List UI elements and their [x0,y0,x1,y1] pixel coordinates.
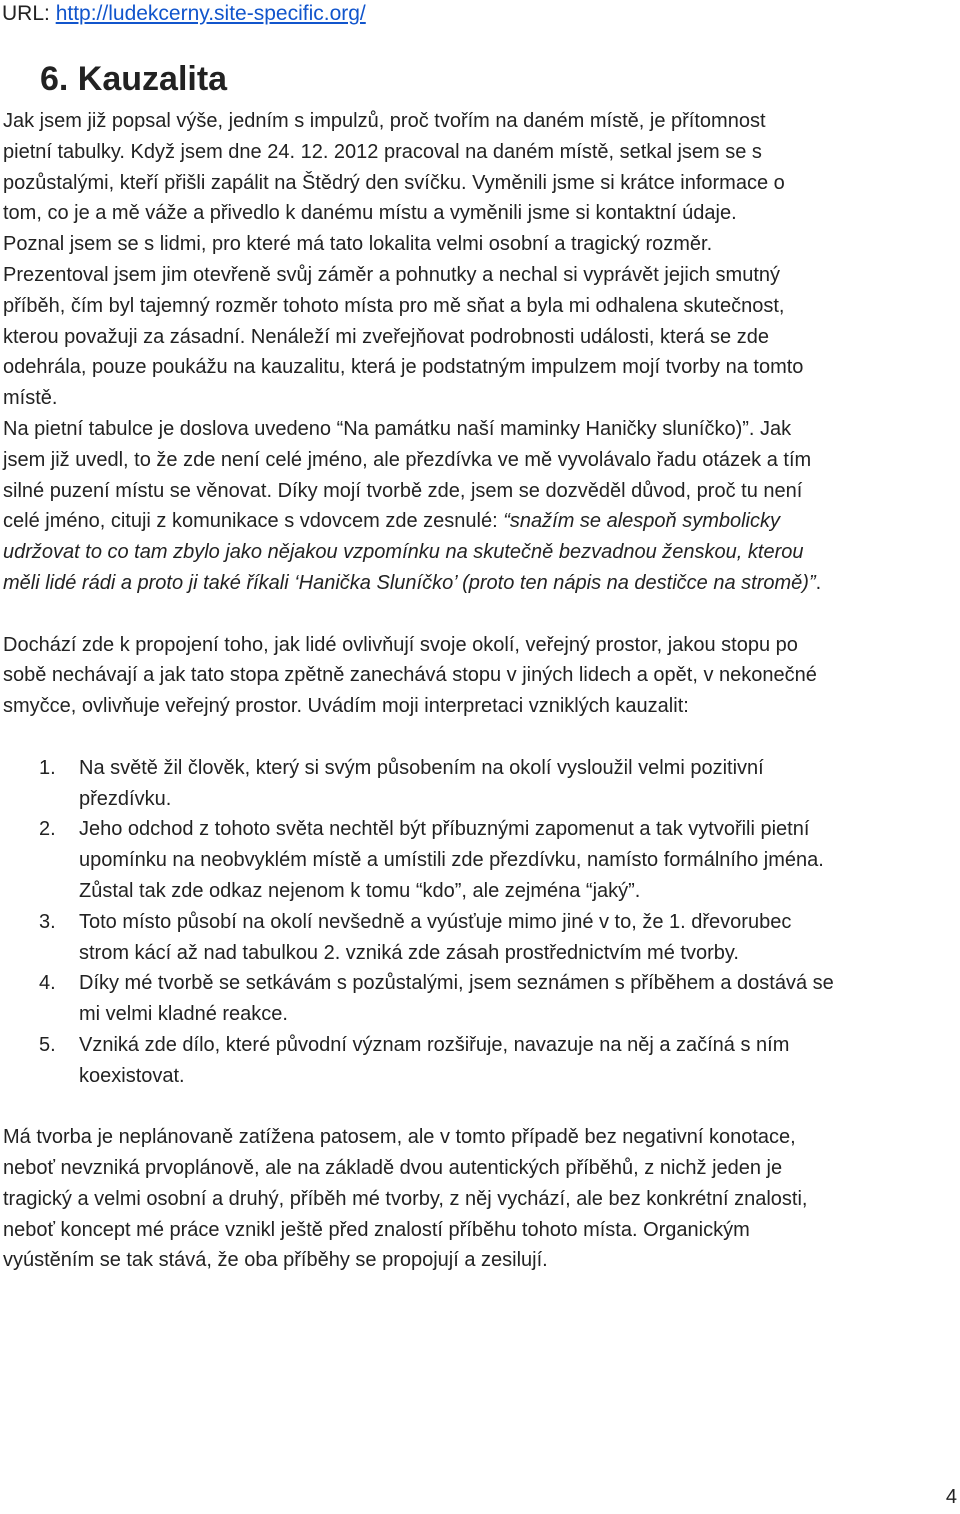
quote-line [3,537,960,568]
list-text: Vzniká zde dílo, které původní význam rozšiřuje, navazuje na něj a začíná s ním [79,1033,790,1056]
url-label: URL: [2,2,56,25]
text-line: sobě nechávají a jak tato stopa zpětně zanechává stopu v jiných lidech a opět, v nekonečné [3,664,817,687]
list-item [3,814,960,906]
list-number: 5. [39,1033,56,1056]
list-text: Na světě žil člověk, který si svým působením na okolí vysloužil velmi pozitivní [79,756,764,779]
list-text: Toto místo působí na okolí nevšedně a vyúsťuje mimo jiné v to, že 1. dřevorubec [79,910,792,933]
paragraph-gap [3,599,960,630]
text-line: Jak jsem již popsal výše, jedním s impulzů, proč tvořím na daném místě, je přítomnost [3,110,766,132]
list-text: upomínku na neobvyklém místě a umístili zde přezdívku, namísto formálního jména. [79,849,824,872]
quote-line [3,568,960,599]
text-line: kterou považuji za zásadní. Nenáleží mi zveřejňovat podrobnosti události, která se zde [3,325,769,348]
text-line: Prezentoval jsem jim otevřeně svůj záměr a pohnutky a nechal si vyprávět jejich smutný [3,263,781,286]
quote-end: . [815,571,822,594]
quote-line [3,506,960,537]
paragraph-intro [3,106,960,599]
list-number: 1. [39,756,56,779]
text-line: pietní tabulky. Když jsem dne 24. 12. 2012 pracoval na daném místě, setkal jsem se s [3,140,762,163]
quote-lead: celé jméno, cituji z komunikace s vdovcem zde zesnulé: [3,510,504,533]
text-line: Má tvorba je neplánovaně zatížena patosem, ale v tomto případě bez negativní konotace, [3,1126,796,1149]
document-body [3,106,960,1276]
list-number: 2. [39,818,56,841]
page-number: 4 [945,1486,957,1508]
text-line: Dochází zde k propojení toho, jak lidé ovlivňují svoje okolí, veřejný prostor, jakou stopu po [3,633,798,656]
list-text: koexistovat. [79,1064,185,1087]
quote-text: udržovat to co tam zbylo jako nějakou vzpomínku na skutečně bezvadnou ženskou, kterou [3,541,804,564]
url-line [2,0,366,28]
list-text: přezdívku. [79,787,172,810]
list-number: 3. [39,910,56,933]
text-line: příběh, čím byl tajemný rozměr tohoto místa pro mě sňat a byla mi odhalena skutečnost, [3,294,785,317]
paragraph-conclusion [3,1122,960,1276]
list-item [3,907,960,969]
text-line: místě. [3,387,58,410]
quote-text: měli lidé rádi a proto ji také říkali ‘Hanička Sluníčko’ (proto ten nápis na destičce na stromě)” [3,571,816,594]
text-line: vyústěním se tak stává, že oba příběhy se propojují a zesilují. [3,1249,548,1272]
text-line: silné puzení místu se věnovat. Díky mojí tvorbě zde, jsem se dozvěděl důvod, proč tu není [3,479,803,502]
text-line: tom, co je a mě váže a přivedlo k danému místu a vyměnili jsme si kontaktní údaje. [3,202,737,225]
list-item [3,1030,960,1092]
text-line: Na pietní tabulce je doslova uvedeno “Na památku naší maminky Haničky sluníčko)”. Jak [3,417,792,440]
text-line: tragický a velmi osobní a druhý, příběh mé tvorby, z něj vychází, ale bez konkrétní znalosti, [3,1187,808,1210]
list-text: strom kácí až nad tabulkou 2. vzniká zde zásah prostřednictvím mé tvorby. [79,941,739,964]
list-number: 4. [39,972,56,995]
paragraph-gap [3,722,960,753]
list-item [3,753,960,815]
list-text: Díky mé tvorbě se setkávám s pozůstalými, jsem seznámen s příběhem a dostává se [79,972,834,995]
text-line: pozůstalými, kteří přišli zapálit na Štědrý den svíčku. Vyměnili jsme si krátce informace o [3,171,785,194]
paragraph-gap [3,1092,960,1123]
section-heading: 6. Kauzalita [40,60,228,98]
causality-list [3,753,960,1092]
list-text: mi velmi kladné reakce. [79,1003,288,1026]
quote-text: “snažím se alespoň symbolicky [503,510,781,533]
text-line: neboť nevzniká prvoplánově, ale na základě dvou autentických příběhů, z nichž jeden je [3,1157,783,1180]
text-line: odehrála, pouze poukážu na kauzalitu, která je podstatným impulzem mojí tvorby na tomto [3,356,804,379]
url-link[interactable]: http://ludekcerny.site-specific.org/ [55,2,366,25]
list-text: Zůstal tak zde odkaz nejenom k tomu “kdo”, ale zejména “jaký”. [79,879,641,902]
paragraph-interpretation [3,630,960,722]
list-item [3,968,960,1030]
text-line: jsem již uvedl, to že zde není celé jméno, ale přezdívka ve mě vyvolávalo řadu otázek a tím [3,448,812,471]
text-line: smyčce, ovlivňuje veřejný prostor. Uvádím moji interpretaci vzniklých kauzalit: [3,695,689,718]
text-line: Poznal jsem se s lidmi, pro které má tato lokalita velmi osobní a tragický rozměr. [3,233,713,256]
text-line: neboť koncept mé práce vznikl ještě před znalostí příběhu tohoto místa. Organickým [3,1218,750,1241]
list-text: Jeho odchod z tohoto světa nechtěl být příbuznými zapomenut a tak vytvořili pietní [79,818,810,841]
